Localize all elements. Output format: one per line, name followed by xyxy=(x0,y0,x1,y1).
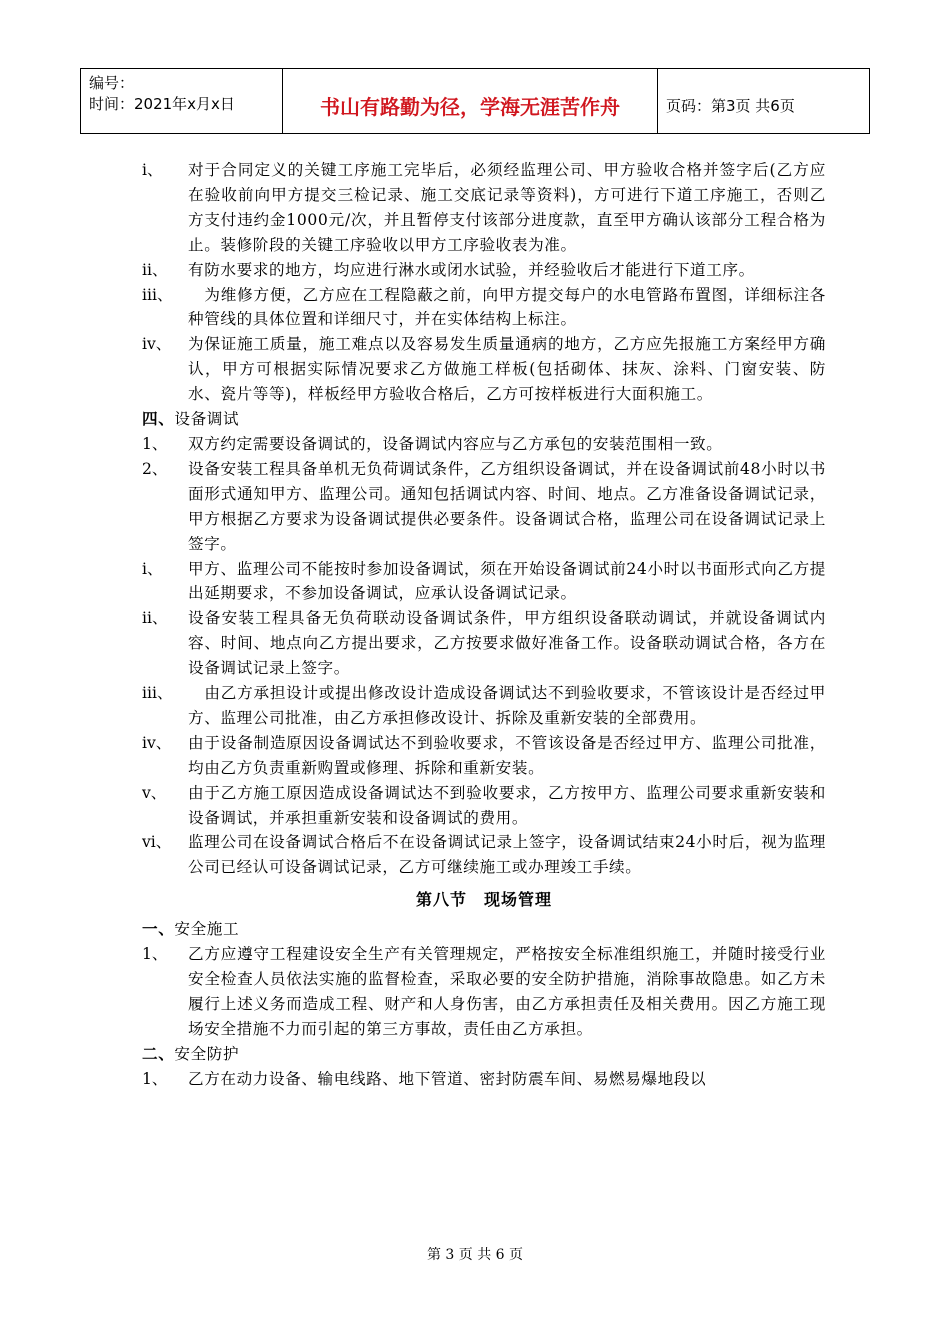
clause-text: 双方约定需要设备调试的，设备调试内容应与乙方承包的安装范围相一致。 xyxy=(188,434,723,453)
header-meta xyxy=(81,69,283,133)
clause-text: 为保证施工质量，施工难点以及容易发生质量通病的地方，乙方应先报施工方案经甲方确认，甲方可根据实际情况要求乙方做施工样板(包括砌体、抹灰、涂料、门窗安装、防水、瓷片等等)，样板经甲方验收合格后，乙方可按样板进行大面积施工。 xyxy=(188,335,826,404)
clause-item xyxy=(142,258,826,283)
clause-number: 2、 xyxy=(142,459,168,478)
clause-item xyxy=(142,781,826,831)
section-heading-equipment-testing xyxy=(142,407,826,432)
clause-number: iv、 xyxy=(142,733,172,752)
clause-item xyxy=(142,158,826,258)
section-heading-safety-protection xyxy=(142,1042,826,1067)
document-number-label: 编号： xyxy=(89,74,135,92)
clause-text: 由乙方承担设计或提出修改设计造成设备调试达不到验收要求，不管该设计是否经过甲方、监理公司批准，由乙方承担修改设计、拆除及重新安装的全部费用。 xyxy=(188,684,826,727)
heading-label: 二、 xyxy=(142,1043,175,1063)
clause-item xyxy=(142,731,826,781)
clause-item xyxy=(142,606,826,681)
clause-text: 乙方在动力设备、输电线路、地下管道、密封防震车间、易燃易爆地段以 xyxy=(188,1069,707,1088)
clause-text: 由于乙方施工原因造成设备调试达不到验收要求，乙方按甲方、监理公司要求重新安装和设备调试，并承担重新安装和设备调试的费用。 xyxy=(188,783,826,827)
clause-text: 由于设备制造原因设备调试达不到验收要求，不管该设备是否经过甲方、监理公司批准，均由乙方负责重新购置或修理、拆除和重新安装。 xyxy=(188,733,826,777)
page-footer: 第 3 页 共 6 页 xyxy=(426,1247,524,1263)
clause-number: ii、 xyxy=(142,260,168,279)
header-page-info: 页码：第3页 共6页 xyxy=(666,96,795,115)
section-title: 第八节 现场管理 xyxy=(415,890,552,910)
section-heading-safe-construction xyxy=(142,917,826,942)
clause-number: iii、 xyxy=(142,285,173,304)
clause-text: 设备安装工程具备单机无负荷调试条件，乙方组织设备调试，并在设备调试前48小时以书面形式通知甲方、监理公司。通知包括调试内容、时间、地点。乙方准备设备调试记录，甲方根据乙方要求为设备调试提供必要条件。设备调试合格，监理公司在设备调试记录上签字。 xyxy=(188,459,826,553)
heading-text: 安全防护 xyxy=(174,1044,240,1063)
clause-item xyxy=(142,830,826,880)
clause-number: vi、 xyxy=(142,833,172,852)
clause-number: i、 xyxy=(142,559,163,578)
clause-item xyxy=(142,1067,826,1092)
clause-text: 乙方应遵守工程建设安全生产有关管理规定，严格按安全标准组织施工，并随时接受行业安全检查人员依法实施的监督检查，采取必要的安全防护措施，消除事故隐患。如乙方未履行上述义务而造成工程、财产和人身伤害，由乙方承担责任及相关费用。因乙方施工现场安全措施不力而引起的第三方事故，责任由乙方承担。 xyxy=(188,945,826,1038)
page-header xyxy=(80,68,870,134)
clause-item xyxy=(142,457,826,557)
clause-item xyxy=(142,283,826,333)
document-body xyxy=(142,158,826,1092)
document-time-label: 时间：2021年x月x日 xyxy=(89,95,235,113)
clause-item xyxy=(142,557,826,607)
clause-number: i、 xyxy=(142,161,163,179)
clause-item xyxy=(142,332,826,407)
clause-text: 为维修方便，乙方应在工程隐蔽之前，向甲方提交每户的水电管路布置图，详细标注各种管线的具体位置和详细尺寸，并在实体结构上标注。 xyxy=(188,285,826,329)
clause-text: 有防水要求的地方，均应进行淋水或闭水试验，并经验收后才能进行下道工序。 xyxy=(188,260,755,279)
clause-number: 1、 xyxy=(142,945,168,964)
heading-text: 设备调试 xyxy=(174,410,240,429)
clause-number: iii、 xyxy=(142,684,173,703)
header-motto: 书山有路勤为径，学海无涯苦作舟 xyxy=(283,69,658,133)
clause-text: 监理公司在设备调试合格后不在设备调试记录上签字，设备调试结束24小时后，视为监理公司已经认可设备调试记录，乙方可继续施工或办理竣工手续。 xyxy=(188,833,826,877)
clause-number: v、 xyxy=(142,783,167,802)
heading-label: 四、 xyxy=(142,409,175,429)
clause-number: 1、 xyxy=(142,434,168,453)
clause-number: 1、 xyxy=(142,1069,168,1088)
clause-text: 设备安装工程具备无负荷联动设备调试条件，甲方组织设备联动调试，并就设备调试内容、时间、地点向乙方提出要求，乙方按要求做好准备工作。设备联动调试合格，各方在设备调试记录上签字。 xyxy=(188,609,826,678)
heading-text: 安全施工 xyxy=(174,920,240,939)
heading-label: 一、 xyxy=(142,919,175,939)
clause-item xyxy=(142,681,826,731)
clause-item xyxy=(142,432,826,457)
clause-text: 甲方、监理公司不能按时参加设备调试，须在开始设备调试前24小时以书面形式向乙方提出延期要求，不参加设备调试，应承认设备调试记录。 xyxy=(188,559,826,603)
clause-text: 对于合同定义的关键工序施工完毕后，必须经监理公司、甲方验收合格并签字后(乙方应在验收前向甲方提交三检记录、施工交底记录等资料)，方可进行下道工序施工，否则乙方支付违约金1000元/次，并且暂停支付该部分进度款，直至甲方确认该部分工程合格为止。装修阶段的关键工序验收以甲方工序验收表为准。 xyxy=(188,161,826,254)
clause-item xyxy=(142,942,826,1042)
clause-number: ii、 xyxy=(142,609,168,628)
clause-number: iv、 xyxy=(142,335,172,354)
